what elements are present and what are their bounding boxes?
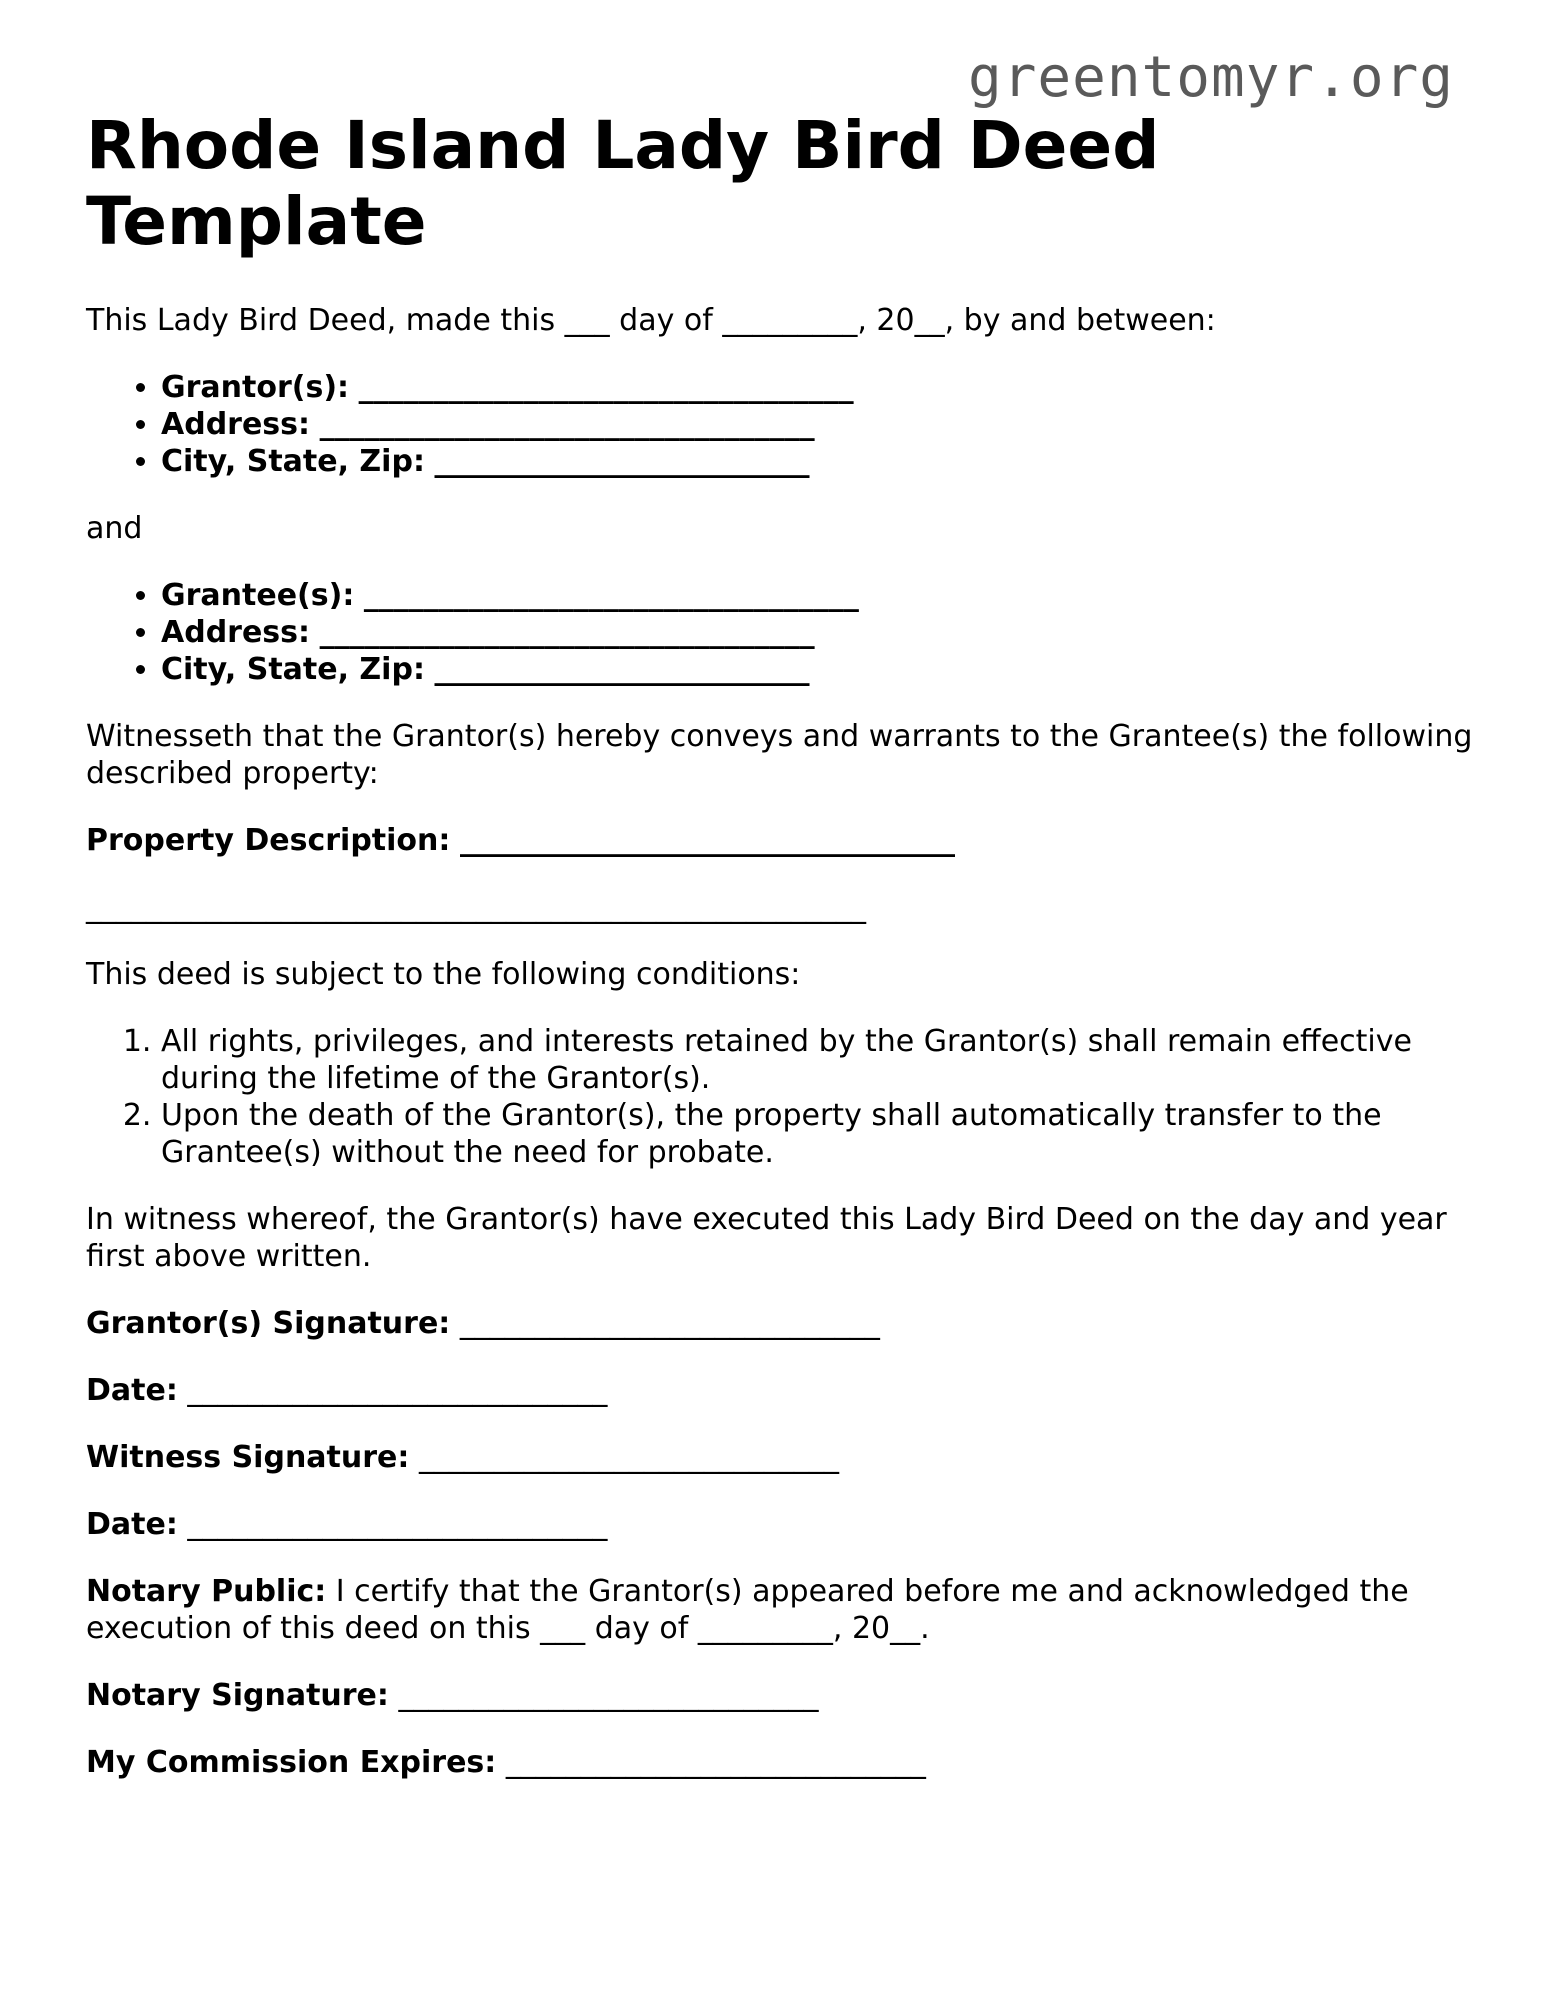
witness-signature-line <box>86 1439 1476 1476</box>
document-title: Rhode Island Lady Bird Deed Template <box>86 107 1160 260</box>
grantor-date-label: Date: <box>86 1372 178 1408</box>
document-page <box>86 108 1476 1811</box>
grantor-name-label: Grantor(s): <box>161 369 350 405</box>
grantee-city-label: City, State, Zip: <box>161 651 425 687</box>
grantee-city-item <box>161 651 1476 688</box>
grantor-city-item <box>161 443 1476 480</box>
conditions-intro: This deed is subject to the following conditions: <box>86 956 801 992</box>
notary-signature-line <box>86 1677 1476 1714</box>
grantor-name-item <box>161 369 1476 406</box>
and-text: and <box>86 510 143 546</box>
notary-signature-blank: ____________________________ <box>398 1677 819 1713</box>
property-description-line: _________________________________ <box>459 822 955 858</box>
condition-item: 1. All rights, privileges, and interests retained by the Grantor(s) shall remain effective during the lifetime of the Grantor(s). <box>161 1023 1476 1097</box>
grantor-name-line: _________________________________ <box>358 369 854 405</box>
witness-date-label: Date: <box>86 1506 178 1542</box>
grantor-signature-line <box>86 1305 1476 1342</box>
witnesseth-paragraph: Witnesseth that the Grantor(s) hereby conveys and warrants to the Grantee(s) the following described property: <box>86 718 1473 791</box>
intro-paragraph: This Lady Bird Deed, made this ___ day of _________, 20__, by and between: <box>86 302 1216 338</box>
grantee-name-label: Grantee(s): <box>161 577 355 613</box>
watermark: greentomyr.org <box>967 45 1454 110</box>
grantee-address-item <box>161 614 1476 651</box>
grantee-name-item <box>161 577 1476 614</box>
witness-signature-blank: ____________________________ <box>418 1439 839 1475</box>
commission-expires-blank: ____________________________ <box>505 1744 926 1780</box>
commission-expires-label: My Commission Expires: <box>86 1744 497 1780</box>
notary-label: Notary Public: <box>86 1573 327 1609</box>
in-witness-paragraph: In witness whereof, the Grantor(s) have executed this Lady Bird Deed on the day and year first above written. <box>86 1201 1447 1274</box>
witness-date-line <box>86 1506 1476 1543</box>
grantor-signature-label: Grantor(s) Signature: <box>86 1305 451 1341</box>
notary-signature-label: Notary Signature: <box>86 1677 389 1713</box>
witness-date-blank: ____________________________ <box>187 1506 608 1542</box>
witness-signature-label: Witness Signature: <box>86 1439 410 1475</box>
notary-text: I certify that the Grantor(s) appeared before me and acknowledged the execution of this deed on this ___ day of _________, 20__. <box>86 1573 1409 1646</box>
grantor-signature-blank: ____________________________ <box>459 1305 880 1341</box>
grantor-address-item <box>161 406 1476 443</box>
grantee-name-line: _________________________________ <box>363 577 859 613</box>
property-description <box>86 822 1476 859</box>
grantee-address-label: Address: <box>161 614 311 650</box>
grantor-address-label: Address: <box>161 406 311 442</box>
notary-paragraph <box>86 1573 1476 1647</box>
grantee-list <box>86 577 1476 688</box>
property-continuation-line: ____________________________________________________ <box>86 889 866 925</box>
condition-item: 2. Upon the death of the Grantor(s), the property shall automatically transfer to the Grantee(s) without the need for probate. <box>161 1097 1476 1171</box>
grantor-list <box>86 369 1476 480</box>
grantor-city-label: City, State, Zip: <box>161 443 425 479</box>
grantor-address-line: _________________________________ <box>319 406 815 442</box>
conditions-list <box>86 1023 1476 1171</box>
grantor-date-blank: ____________________________ <box>187 1372 608 1408</box>
grantor-city-line: _________________________ <box>434 443 810 479</box>
grantee-city-line: _________________________ <box>434 651 810 687</box>
grantee-address-line: _________________________________ <box>319 614 815 650</box>
grantor-date-line <box>86 1372 1476 1409</box>
commission-expires-line <box>86 1744 1476 1781</box>
property-description-label: Property Description: <box>86 822 451 858</box>
